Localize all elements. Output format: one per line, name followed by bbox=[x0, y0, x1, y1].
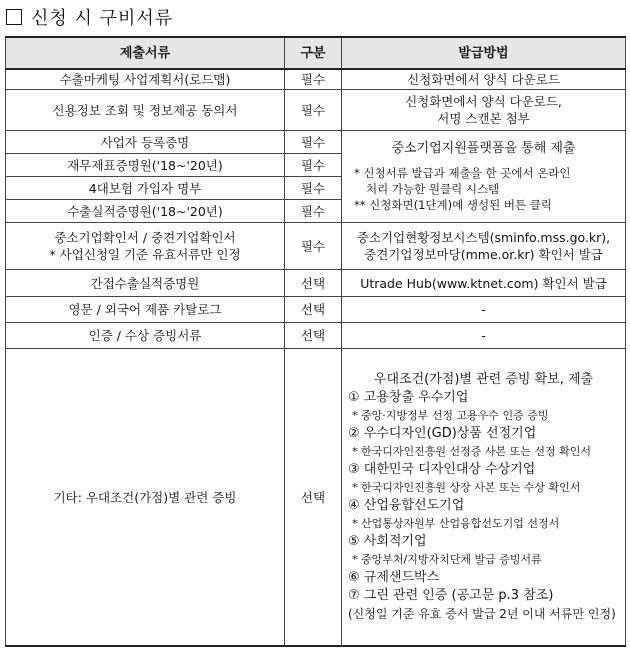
document-note: * 사업신청일 기준 유효서류만 인정 bbox=[49, 247, 241, 262]
type-cell: 필수 bbox=[285, 90, 342, 131]
merged-note-line: 처리 가능한 원클릭 시스템 bbox=[366, 182, 500, 196]
type-cell: 필수 bbox=[285, 177, 342, 200]
etc-item: ② 우수디자인(GD)상품 선정기업 bbox=[348, 426, 537, 441]
etc-item-note: * 중앙·지방정부 선정 고용우수 인증 증빙 bbox=[352, 409, 549, 422]
method-cell bbox=[342, 223, 626, 270]
document-cell: 수출마케팅 사업계획서(로드맵) bbox=[6, 69, 285, 90]
table-row bbox=[6, 270, 626, 297]
type-cell: 필수 bbox=[285, 69, 342, 90]
etc-item: ⑥ 규제샌드박스 bbox=[348, 570, 440, 585]
document-cell: 기타: 우대조건(가점)별 관련 증빙 bbox=[6, 349, 285, 647]
column-header-document: 제출서류 bbox=[6, 37, 285, 69]
required-documents-table bbox=[5, 36, 626, 647]
merged-method-main: 중소기업지원플랫폼을 통해 제출 bbox=[391, 141, 576, 156]
type-cell: 필수 bbox=[285, 154, 342, 177]
table-row bbox=[6, 297, 626, 323]
document-cell: 재무제표증명원('18~'20년) bbox=[6, 154, 285, 177]
etc-item: ⑦ 그린 관련 인증 (공고문 p.3 참조) bbox=[348, 588, 554, 603]
etc-item: ③ 대한민국 디자인대상 수상기업 bbox=[348, 462, 536, 477]
etc-item: ① 고용창출 우수기업 bbox=[348, 390, 469, 405]
merged-note-line: ** 신청화면(1단계)에 생성된 버튼 클릭 bbox=[354, 198, 552, 212]
etc-footer: (신청일 기준 유효 증서 발급 2년 이내 서류만 인정) bbox=[348, 607, 616, 621]
document-cell: 사업자 등록증명 bbox=[6, 131, 285, 154]
section-heading bbox=[6, 4, 173, 30]
type-cell: 선택 bbox=[285, 323, 342, 349]
document-cell: 영문 / 외국어 제품 카탈로그 bbox=[6, 297, 285, 323]
etc-title: 우대조건(가점)별 관련 증빙 확보, 제출 bbox=[373, 372, 594, 387]
document-cell: 인증 / 수상 증빙서류 bbox=[6, 323, 285, 349]
document-cell: 신용정보 조회 및 정보제공 동의서 bbox=[6, 90, 285, 131]
table-row bbox=[6, 90, 626, 131]
etc-item: ④ 산업융합선도기업 bbox=[348, 498, 465, 513]
merged-note-line: * 신청서류 발급과 제출을 한 곳에서 온라인 bbox=[354, 166, 571, 180]
column-header-type: 구분 bbox=[285, 37, 342, 69]
method-cell: - bbox=[342, 323, 626, 349]
table-row bbox=[6, 223, 626, 270]
etc-item-note: * 한국디자인진흥원 상장 사본 또는 수상 확인서 bbox=[352, 481, 581, 494]
document-cell: 수출실적증명원('18~'20년) bbox=[6, 200, 285, 223]
document-cell bbox=[6, 223, 285, 270]
table-row bbox=[6, 131, 626, 154]
method-line: 중견기업정보마당(mme.or.kr) 확인서 발급 bbox=[364, 247, 603, 262]
type-cell: 필수 bbox=[285, 223, 342, 270]
method-cell: 신청화면에서 양식 다운로드 bbox=[342, 69, 626, 90]
etc-item-note: * 한국디자인진흥원 선정증 사본 또는 선정 확인서 bbox=[352, 445, 591, 458]
table-row bbox=[6, 69, 626, 90]
etc-item-note: * 산업통상자원부 산업융합선도기업 선정서 bbox=[352, 517, 560, 530]
type-cell: 선택 bbox=[285, 297, 342, 323]
section-title: 신청 시 구비서류 bbox=[31, 8, 174, 29]
table-row bbox=[6, 349, 626, 647]
column-header-method: 발급방법 bbox=[342, 37, 626, 69]
method-cell: - bbox=[342, 297, 626, 323]
type-cell: 필수 bbox=[285, 200, 342, 223]
method-line: 중소기업현황정보시스템(sminfo.mss.go.kr), bbox=[356, 230, 611, 245]
checkbox-square-icon bbox=[6, 9, 22, 25]
table-header-row bbox=[6, 37, 626, 69]
type-cell: 선택 bbox=[285, 349, 342, 647]
table-row bbox=[6, 323, 626, 349]
method-line: 신청화면에서 양식 다운로드, bbox=[405, 94, 562, 109]
method-line: 서명 스캔본 첨부 bbox=[437, 111, 530, 126]
document-cell: 4대보험 가입자 명부 bbox=[6, 177, 285, 200]
etc-method-cell bbox=[342, 349, 626, 647]
method-cell: Utrade Hub(www.ktnet.com) 확인서 발급 bbox=[342, 270, 626, 297]
etc-item-note: * 중앙부처/지방자치단체 발급 증빙서류 bbox=[352, 553, 542, 566]
etc-item: ⑤ 사회적기업 bbox=[348, 534, 427, 549]
type-cell: 선택 bbox=[285, 270, 342, 297]
merged-method-note bbox=[346, 165, 621, 213]
document-cell: 간접수출실적증명원 bbox=[6, 270, 285, 297]
merged-method-cell bbox=[342, 131, 626, 223]
document-line: 중소기업확인서 / 중견기업확인서 bbox=[54, 230, 236, 245]
type-cell: 필수 bbox=[285, 131, 342, 154]
method-cell bbox=[342, 90, 626, 131]
